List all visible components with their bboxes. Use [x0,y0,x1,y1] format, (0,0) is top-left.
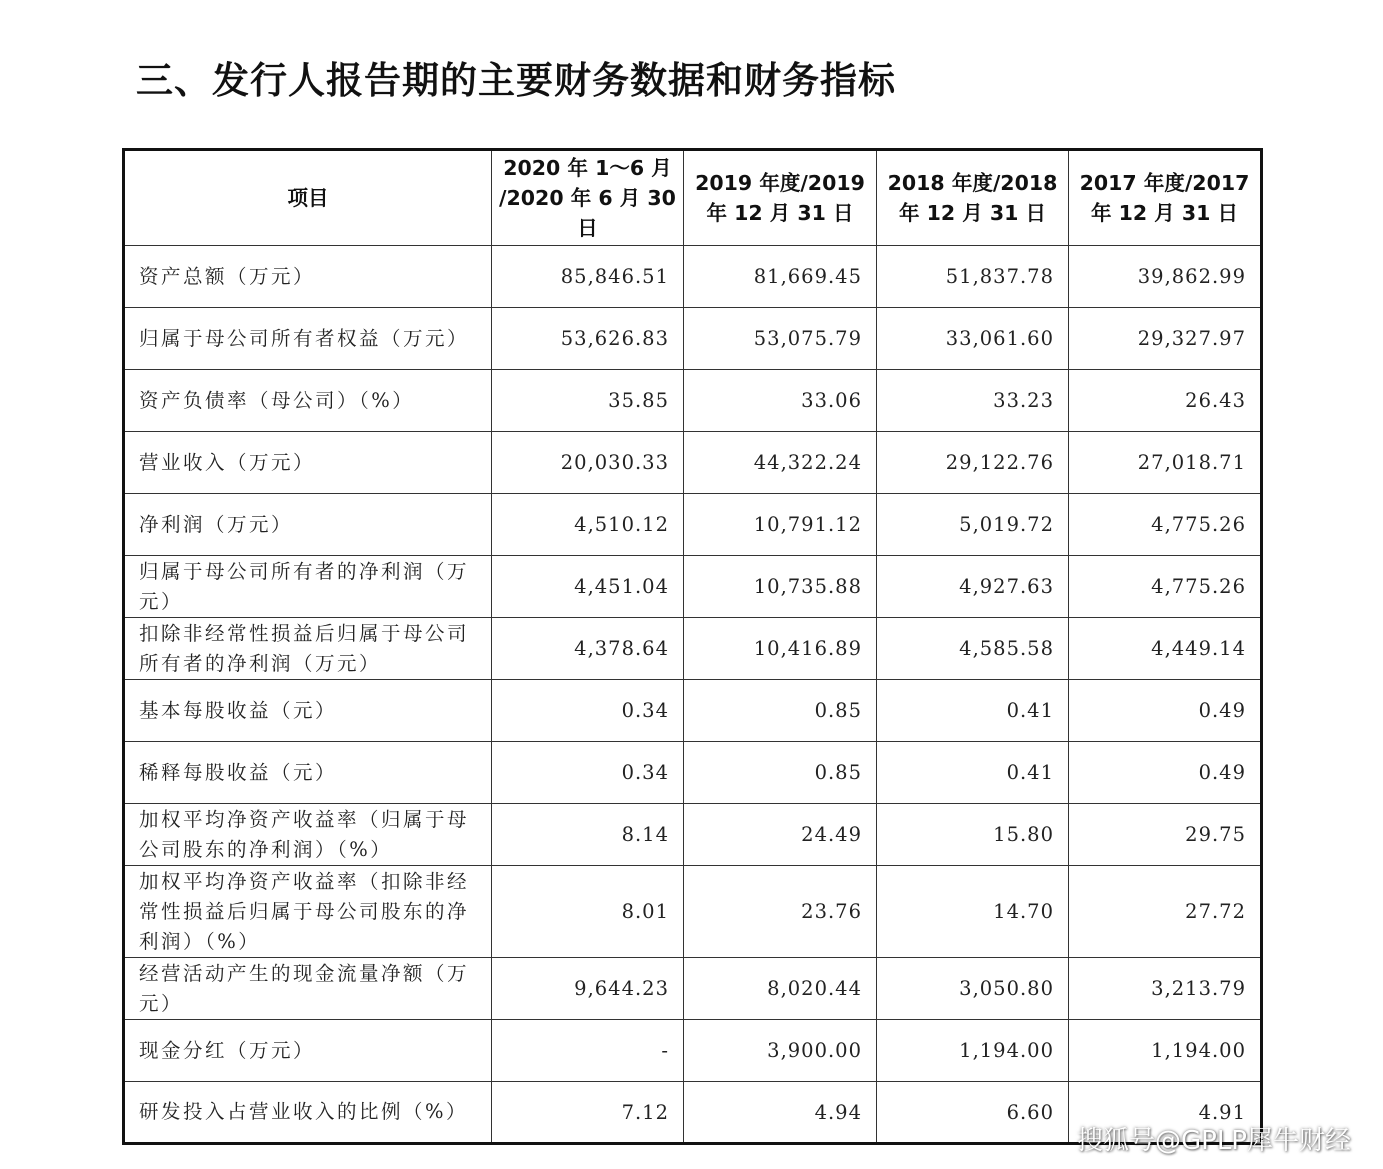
cell-2020: 0.34 [492,742,684,804]
row-item-label: 研发投入占营业收入的比例（%） [124,1082,492,1144]
cell-2019: 10,735.88 [684,556,877,618]
cell-2019: 53,075.79 [684,308,877,370]
cell-2019: 23.76 [684,866,877,958]
table-row [124,680,1262,742]
cell-2020: 7.12 [492,1082,684,1144]
cell-2020: - [492,1020,684,1082]
cell-2018: 0.41 [877,680,1069,742]
row-item-label: 加权平均净资产收益率（归属于母公司股东的净利润）（%） [124,804,492,866]
header-2019: 2019 年度/2019 年 12 月 31 日 [684,150,877,246]
cell-2017: 3,213.79 [1069,958,1262,1020]
watermark: 搜狐号@GPLP犀牛财经 [1077,1126,1351,1156]
header-2018: 2018 年度/2018 年 12 月 31 日 [877,150,1069,246]
cell-2017: 4.91 [1069,1082,1262,1144]
cell-2018: 51,837.78 [877,246,1069,308]
cell-2017: 27,018.71 [1069,432,1262,494]
cell-2020: 4,378.64 [492,618,684,680]
cell-2018: 14.70 [877,866,1069,958]
cell-2018: 4,585.58 [877,618,1069,680]
cell-2017: 39,862.99 [1069,246,1262,308]
cell-2018: 5,019.72 [877,494,1069,556]
cell-2020: 4,510.12 [492,494,684,556]
cell-2018: 29,122.76 [877,432,1069,494]
table-row [124,370,1262,432]
row-item-label: 营业收入（万元） [124,432,492,494]
row-item-label: 基本每股收益（元） [124,680,492,742]
table-row [124,308,1262,370]
cell-2019: 4.94 [684,1082,877,1144]
cell-2019: 8,020.44 [684,958,877,1020]
cell-2018: 33,061.60 [877,308,1069,370]
cell-2020: 4,451.04 [492,556,684,618]
cell-2019: 0.85 [684,680,877,742]
cell-2020: 53,626.83 [492,308,684,370]
cell-2020: 85,846.51 [492,246,684,308]
row-item-label: 归属于母公司所有者的净利润（万元） [124,556,492,618]
cell-2019: 33.06 [684,370,877,432]
table-row [124,958,1262,1020]
cell-2018: 1,194.00 [877,1020,1069,1082]
cell-2017: 0.49 [1069,680,1262,742]
cell-2019: 3,900.00 [684,1020,877,1082]
cell-2020: 8.01 [492,866,684,958]
header-item: 项目 [124,150,492,246]
cell-2020: 8.14 [492,804,684,866]
table-row [124,618,1262,680]
financial-data-table [122,148,1263,1145]
table-row [124,432,1262,494]
table-header-row [124,150,1262,246]
header-2020-h1: 2020 年 1～6 月 /2020 年 6 月 30 日 [492,150,684,246]
cell-2017: 29,327.97 [1069,308,1262,370]
row-item-label: 扣除非经常性损益后归属于母公司所有者的净利润（万元） [124,618,492,680]
cell-2020: 35.85 [492,370,684,432]
cell-2019: 10,416.89 [684,618,877,680]
table-row [124,556,1262,618]
cell-2019: 44,322.24 [684,432,877,494]
row-item-label: 加权平均净资产收益率（扣除非经常性损益后归属于母公司股东的净利润）（%） [124,866,492,958]
cell-2020: 9,644.23 [492,958,684,1020]
row-item-label: 净利润（万元） [124,494,492,556]
cell-2017: 0.49 [1069,742,1262,804]
table-row [124,804,1262,866]
cell-2018: 3,050.80 [877,958,1069,1020]
cell-2019: 10,791.12 [684,494,877,556]
cell-2018: 4,927.63 [877,556,1069,618]
cell-2019: 24.49 [684,804,877,866]
cell-2017: 4,449.14 [1069,618,1262,680]
row-item-label: 归属于母公司所有者权益（万元） [124,308,492,370]
page-title: 三、发行人报告期的主要财务数据和财务指标 [136,59,896,102]
header-2017: 2017 年度/2017 年 12 月 31 日 [1069,150,1262,246]
cell-2017: 4,775.26 [1069,494,1262,556]
row-item-label: 稀释每股收益（元） [124,742,492,804]
cell-2018: 0.41 [877,742,1069,804]
table-row [124,494,1262,556]
cell-2019: 81,669.45 [684,246,877,308]
cell-2019: 0.85 [684,742,877,804]
table-row [124,1020,1262,1082]
row-item-label: 经营活动产生的现金流量净额（万元） [124,958,492,1020]
cell-2020: 0.34 [492,680,684,742]
table-row [124,742,1262,804]
cell-2017: 27.72 [1069,866,1262,958]
cell-2017: 4,775.26 [1069,556,1262,618]
row-item-label: 资产总额（万元） [124,246,492,308]
table-row [124,246,1262,308]
cell-2018: 15.80 [877,804,1069,866]
cell-2017: 1,194.00 [1069,1020,1262,1082]
row-item-label: 现金分红（万元） [124,1020,492,1082]
cell-2017: 26.43 [1069,370,1262,432]
cell-2018: 33.23 [877,370,1069,432]
cell-2018: 6.60 [877,1082,1069,1144]
row-item-label: 资产负债率（母公司）（%） [124,370,492,432]
cell-2017: 29.75 [1069,804,1262,866]
table-row [124,866,1262,958]
cell-2020: 20,030.33 [492,432,684,494]
